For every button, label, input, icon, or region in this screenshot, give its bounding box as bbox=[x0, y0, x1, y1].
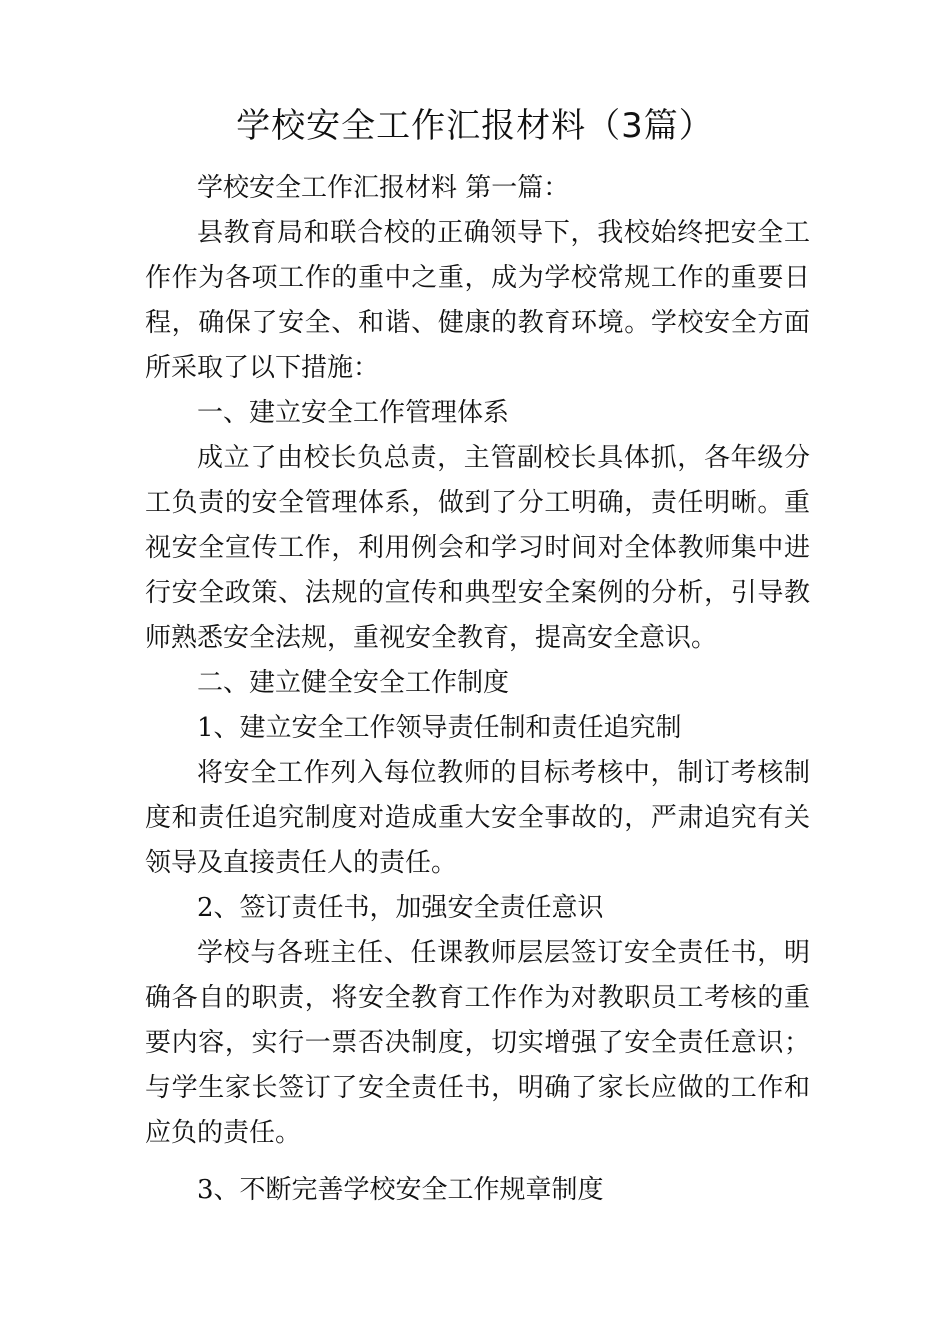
section-heading: 学校安全工作汇报材料 第一篇： bbox=[197, 173, 570, 203]
subsection-heading: 2、签订责任书，加强安全责任意识 bbox=[197, 893, 604, 923]
section-heading: 二、建立健全安全工作制度 bbox=[197, 668, 510, 698]
section-heading: 一、建立安全工作管理体系 bbox=[197, 398, 510, 428]
body-paragraph: 县教育局和联合校的正确领导下，我校始终把安全工作作为各项工作的重中之重，成为学校常规工作的重要日程，确保了安全、和谐、健康的教育环境。学校安全方面所采取了以下措施： bbox=[145, 218, 810, 383]
body-paragraph: 成立了由校长负总责，主管副校长具体抓，各年级分工负责的安全管理体系，做到了分工明确，责任明晰。重视安全宣传工作，利用例会和学习时间对全体教师集中进行安全政策、法规的宣传和典型安全案例的分析，引导教师熟悉安全法规，重视安全教育，提高安全意识。 bbox=[145, 443, 810, 653]
subsection-heading: 3、不断完善学校安全工作规章制度 bbox=[197, 1175, 604, 1205]
subsection-heading: 1、建立安全工作领导责任制和责任追究制 bbox=[197, 713, 682, 743]
document-title: 学校安全工作汇报材料（3篇） bbox=[236, 106, 714, 146]
body-paragraph: 学校与各班主任、任课教师层层签订安全责任书，明确各自的职责，将安全教育工作作为对教职员工考核的重要内容，实行一票否决制度，切实增强了安全责任意识；与学生家长签订了安全责任书，明确了家长应做的工作和应负的责任。 bbox=[145, 938, 810, 1148]
document-body bbox=[145, 166, 810, 1213]
body-paragraph: 将安全工作列入每位教师的目标考核中，制订考核制度和责任追究制度对造成重大安全事故的，严肃追究有关领导及直接责任人的责任。 bbox=[145, 758, 810, 878]
